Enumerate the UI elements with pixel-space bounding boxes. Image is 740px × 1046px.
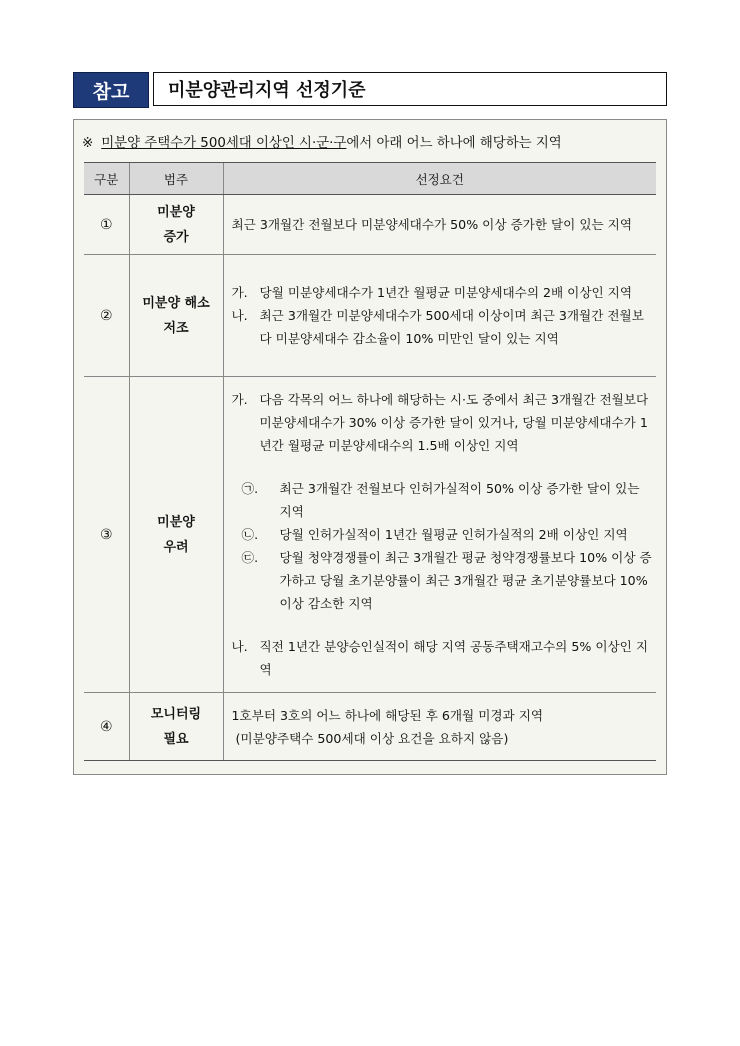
header-division: 구분 xyxy=(84,163,129,195)
sub-item xyxy=(242,546,653,615)
row-number: ② xyxy=(84,255,129,377)
row-number: ③ xyxy=(84,377,129,693)
requirement-item xyxy=(232,635,653,681)
intro-underlined-text: 미분양 주택수가 500세대 이상인 시·군·구 xyxy=(101,136,347,151)
item-text: 최근 3개월간 미분양세대수가 500세대 이상이며 최근 3개월간 전월보다 미분양세대수 감소율이 10% 미만인 달이 있는 지역 xyxy=(259,308,644,346)
requirement-item xyxy=(232,281,653,304)
row-category xyxy=(129,377,223,693)
row-requirement xyxy=(223,377,656,693)
reference-tag: 참고 xyxy=(73,72,149,108)
spacer xyxy=(232,615,653,635)
table-row xyxy=(84,195,656,255)
row-category xyxy=(129,255,223,377)
reference-mark: ※ xyxy=(82,136,94,151)
item-text: 직전 1년간 분양승인실적이 해당 지역 공동주택재고수의 5% 이상인 지역 xyxy=(259,639,648,677)
table-row xyxy=(84,255,656,377)
item-text: 다음 각목의 어느 하나에 해당하는 시·도 중에서 최근 3개월간 전월보다 미분양세대수가 30% 이상 증가한 달이 있거나, 당월 미분양세대수가 1년간 월평균 미분양세대수의 1.5배 이상인 지역 xyxy=(259,392,649,453)
sub-item-text: 당월 인허가실적이 1년간 월평균 인허가실적의 2배 이상인 지역 xyxy=(279,527,628,542)
requirement-item xyxy=(232,304,653,350)
row-number: ④ xyxy=(84,693,129,761)
requirement-text: 1호부터 3호의 어느 하나에 해당된 후 6개월 미경과 지역 xyxy=(231,707,544,723)
row-requirement xyxy=(223,693,656,761)
item-lead: 나. xyxy=(231,639,248,654)
category-line: 필요 xyxy=(163,731,189,747)
header-category: 범주 xyxy=(129,163,223,195)
sub-item xyxy=(242,477,653,523)
intro-note xyxy=(82,132,562,151)
sub-item xyxy=(242,523,653,546)
row-requirement xyxy=(223,255,656,377)
category-line: 우려 xyxy=(163,539,189,555)
table-row xyxy=(84,377,656,693)
item-lead: 나. xyxy=(231,308,248,323)
sub-item-lead: ㉢. xyxy=(241,550,259,565)
row-requirement xyxy=(223,195,656,255)
item-text: 당월 미분양세대수가 1년간 월평균 미분양세대수의 2배 이상인 지역 xyxy=(259,285,633,300)
requirement-note: (미분양주택수 500세대 이상 요건을 요하지 않음) xyxy=(235,730,509,746)
spacer xyxy=(232,457,653,477)
sub-item-text: 당월 청약경쟁률이 최근 3개월간 평균 청약경쟁률보다 10% 이상 증가하고 당월 초기분양률이 최근 3개월간 평균 초기분양률보다 10% 이상 감소한 지역 xyxy=(279,550,652,611)
category-line: 저조 xyxy=(163,320,189,336)
category-line: 모니터링 xyxy=(150,706,202,722)
sub-item-lead: ㉡. xyxy=(241,527,259,542)
table-row xyxy=(84,693,656,761)
criteria-table xyxy=(84,162,656,761)
sub-item-text: 최근 3개월간 전월보다 인허가실적이 50% 이상 증가한 달이 있는 지역 xyxy=(279,481,640,519)
title-bar xyxy=(73,72,669,108)
header-requirements: 선정요건 xyxy=(223,163,656,195)
intro-rest-text: 에서 아래 어느 하나에 해당하는 지역 xyxy=(346,136,562,151)
criteria-panel xyxy=(73,119,667,775)
category-line: 미분양 해소 xyxy=(142,295,210,311)
page-title: 미분양관리지역 선정기준 xyxy=(153,72,667,106)
row-category xyxy=(129,195,223,255)
category-line: 미분양 xyxy=(157,204,195,220)
sub-item-lead: ㉠. xyxy=(241,481,259,496)
item-lead: 가. xyxy=(231,285,248,300)
requirement-item xyxy=(232,388,653,457)
table-header-row xyxy=(84,163,656,195)
row-number: ① xyxy=(84,195,129,255)
category-line: 미분양 xyxy=(157,514,195,530)
category-line: 증가 xyxy=(163,229,189,245)
row-category xyxy=(129,693,223,761)
requirement-text: 최근 3개월간 전월보다 미분양세대수가 50% 이상 증가한 달이 있는 지역 xyxy=(231,217,633,232)
item-lead: 가. xyxy=(231,392,248,407)
